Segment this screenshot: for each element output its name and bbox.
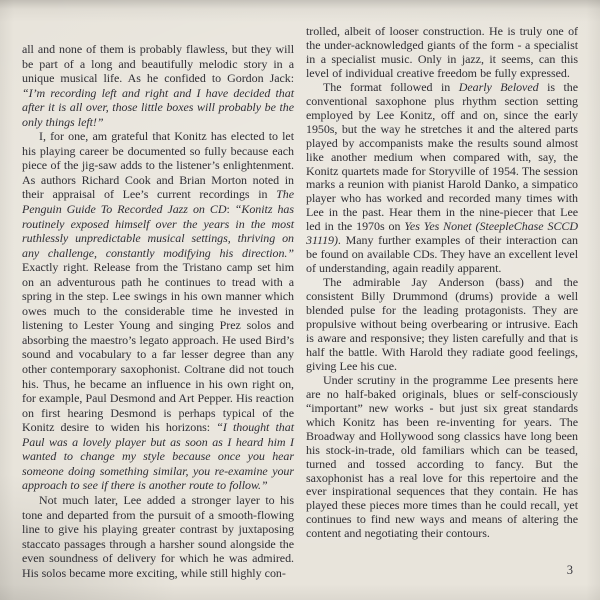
paragraph bbox=[22, 129, 294, 493]
paragraph bbox=[306, 25, 578, 81]
text-segment: “Konitz has routinely exposed himself over the years in the most ruthlessly unpredictable musical settings, thriving on any challenge, constantly modifying his direction.” bbox=[22, 202, 294, 260]
text-segment: : bbox=[226, 202, 235, 217]
text-segment: trolled, albeit of looser construction. He is truly one of the under-acknowledged giants of the form - a specialist in a specialist music. Only in jazz, it seems, can this level of individual creative freedom be fully expressed. bbox=[306, 24, 578, 80]
page-number: 3 bbox=[566, 563, 573, 577]
text-segment: . Many further examples of their interaction can be found on available CDs. They have an excellent level of understanding, again readily apparent. bbox=[306, 233, 578, 276]
text-segment: “I thought that Paul was a lovely player but as soon as I heard him I wanted to change my style because once you hear someone doing something similar, you re-examine your approach to see if there is another route to follow.” bbox=[22, 420, 294, 493]
text-segment: The admirable Jay Anderson (bass) and the consistent Billy Drummond (drums) provide a well blended pulse for the leading protagonists. They are propulsive without being overbearing or intrusive. Each is aware and responsive; they listen carefully and that is half the battle. With Harold they radiate good feelings, giving Lee his cue. bbox=[306, 275, 578, 373]
text-segment: Dearly Beloved bbox=[458, 79, 539, 94]
paragraph bbox=[22, 493, 294, 580]
text-segment: is the conventional saxophone plus rhythm section setting employed by Lee Konitz, off and on, since the early 1950s, but the way he stretches it and the altered parts played by accompanists make the results sound almost like another medium when compared with, say, the Konitz quartets made for Storyville of 1954. The session marks a reunion with pianist Harold Danko, a simpatico player who has worked and recorded many times with Lee in the past. Hear them in the nine-piecer that Lee led in the 1970s on bbox=[306, 79, 578, 234]
text-segment: Yes Yes Nonet (SteepleChase SCCD 31119) bbox=[306, 219, 578, 248]
paragraph bbox=[306, 276, 578, 374]
column-left bbox=[22, 0, 294, 580]
paragraph bbox=[306, 374, 578, 541]
text-segment: Exactly right. Release from the Tristano camp set him on an adventurous path he continues to tread with a spring in the step. Lee swings in his own manner which owes much to the considerable time he invested in listening to Lester Young and singing Prez solos and absorbing the maestro’s legato approach. He used Bird’s sound and vocabulary to a far lesser degree than any other contemporary saxophonist. Coltrane did not touch his. Thus, he became an influence in his own right on, for example, Paul Desmond and Art Pepper. His reaction on first hearing Desmond is perhaps typical of the Konitz desire to widen his horizons: bbox=[22, 260, 294, 435]
text-segment: The Penguin Guide To Recorded Jazz on CD bbox=[22, 187, 294, 217]
text-segment: “I’m recording left and right and I have decided that after it is all over, those little boxes will probably be the only things left!” bbox=[22, 85, 294, 129]
text-segment: Under scrutiny in the programme Lee presents here are no half-baked originals, blues or self-consciously “important” new works - but just six great standards which Konitz has been re-inventing for years. The Broadway and Hollywood song classics have long been his stock-in-trade, old familiars which can be teased, turned and tossed according to fancy. But the saxophonist has a real love for this repertoire and the ever inspirational sequences that they contain. He has played these pieces more times than he could recall, yet continues to find new ways and means of altering the content and negotiating their contours. bbox=[306, 372, 578, 541]
text-segment: I, for one, am grateful that Konitz has elected to let his playing career be documented so fully because each piece of the jig-saw adds to the listener’s enlightenment. As authors Richard Cook and Brian Morton noted in their appraisal of Lee’s current recordings in bbox=[22, 129, 294, 202]
text-segment: The format followed in bbox=[323, 79, 459, 94]
paragraph bbox=[22, 42, 294, 129]
text-segment: all and none of them is probably flawless, but they will be part of a long and beautifully melodic story in a unique musical life. As he confided to Gordon Jack: bbox=[22, 42, 294, 86]
paragraph bbox=[306, 81, 578, 276]
text-segment: Not much later, Lee added a stronger layer to his tone and departed from the pursuit of a smooth-flowing line to give his playing greater contrast by juxtaposing staccato passages through a harsher sound alongside the even soundness of delivery for which he was admired. His solos became more exciting, while still highly con- bbox=[22, 492, 294, 580]
column-right bbox=[306, 0, 578, 580]
